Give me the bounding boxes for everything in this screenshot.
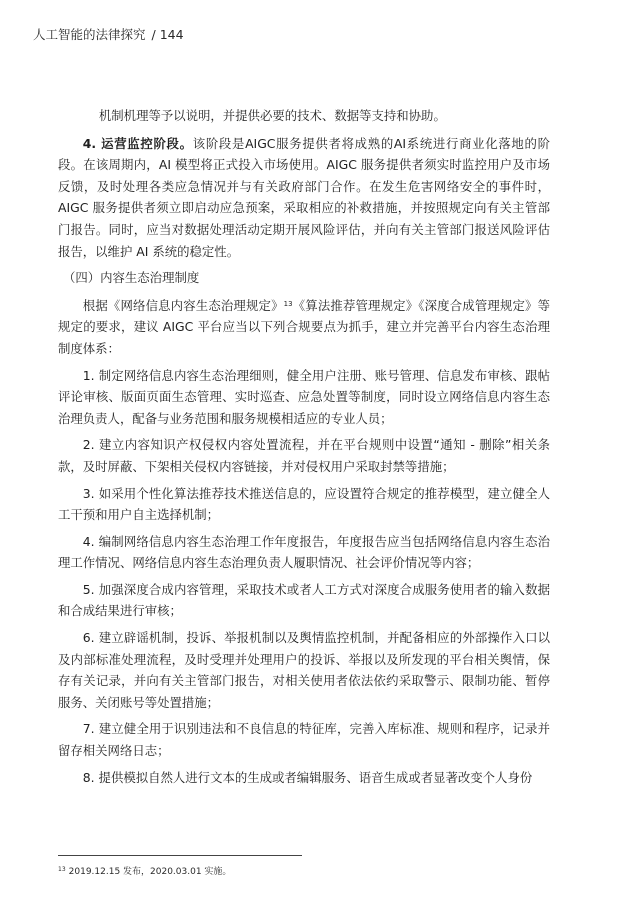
paragraph-body: 该阶段是AIGC服务提供者将成熟的AI系统进行商业化落地的阶段。在该周期内，AI 模型将正式投入市场使用。AIGC 服务提供者须实时监控用户及市场反馈，及时处理各类应急情况并与有关政府部门合作。在发生危害网络安全的事件时，AIGC 服务提供者须立即启动应急预案，采取相应的补救措施，并按照规定向有关主管部门报告。同时，应当对数据处理活动定期开展风险评估，并向有关主管部门报送风险评估报告，以维护 AI 系统的稳定性。 bbox=[58, 135, 550, 259]
book-title: 人工智能的法律探究 bbox=[33, 27, 146, 42]
running-header bbox=[33, 25, 184, 43]
continued-paragraph: 机制机理等予以说明，并提供必要的技术、数据等支持和协助。 bbox=[98, 108, 446, 123]
footnote bbox=[58, 864, 231, 877]
list-item: 6. 建立辟谣机制，投诉、举报机制以及舆情监控机制，并配备相应的外部操作入口以及内部标准处理流程，及时受理并处理用户的投诉、举报以及所发现的平台相关舆情，保存有关记录，并向有关主管部门报告，对相关使用者依法依约采取警示、限制功能、暂停服务、关闭账号等处置措施； bbox=[58, 630, 550, 710]
list-item: 4. 编制网络信息内容生态治理工作年度报告，年度报告应当包括网络信息内容生态治理工作情况、网络信息内容生态治理负责人履职情况、社会评价情况等内容； bbox=[58, 533, 550, 571]
list-item: 3. 如采用个性化算法推荐技术推送信息的，应设置符合规定的推荐模型，建立健全人工干预和用户自主选择机制； bbox=[58, 485, 550, 523]
footnote-divider bbox=[58, 855, 302, 856]
footnote-marker: 13 bbox=[58, 866, 66, 873]
list-item: 1. 制定网络信息内容生态治理细则，健全用户注册、账号管理、信息发布审核、跟帖评论审核、版面页面生态管理、实时巡查、应急处置等制度，同时设立网络信息内容生态治理负责人，配备与业务范围和服务规模相适应的专业人员； bbox=[58, 367, 550, 426]
paragraph-text-a: 根据《网络信息内容生态治理规定》 bbox=[82, 297, 284, 313]
paragraph-text-b: 《算法推荐管理规定》《深度合成管理规定》等规定的要求，建议 AIGC 平台应当以下列合规要点为抓手，建立并完善平台内容生态治理制度体系： bbox=[58, 297, 550, 356]
list-item: 5. 加强深度合成内容管理，采取技术或者人工方式对深度合成服务使用者的输入数据和合成结果进行审核； bbox=[58, 581, 550, 619]
paragraph-operation-monitoring bbox=[58, 133, 550, 263]
paragraph-regulations bbox=[58, 294, 550, 360]
page-body bbox=[58, 105, 550, 793]
footnote-reference[interactable]: 13 bbox=[283, 299, 293, 308]
section-heading: （四）内容生态治理制度 bbox=[62, 270, 200, 286]
footnote-text: 2019.12.15 发布，2020.03.01 实施。 bbox=[68, 867, 232, 877]
page-number: / 144 bbox=[151, 27, 184, 42]
list-item: 8. 提供模拟自然人进行文本的生成或者编辑服务、语音生成或者显著改变个人身份 bbox=[82, 769, 533, 785]
list-item: 2. 建立内容知识产权侵权内容处置流程，并在平台规则中设置“通知 - 删除”相关条款，及时屏蔽、下架相关侵权内容链接，并对侵权用户采取封禁等措施； bbox=[58, 437, 550, 474]
paragraph-lead: 4. 运营监控阶段。 bbox=[82, 135, 193, 151]
list-item: 7. 建立健全用于识别违法和不良信息的特征库，完善入库标准、规则和程序，记录并留存相关网络日志； bbox=[58, 721, 550, 759]
